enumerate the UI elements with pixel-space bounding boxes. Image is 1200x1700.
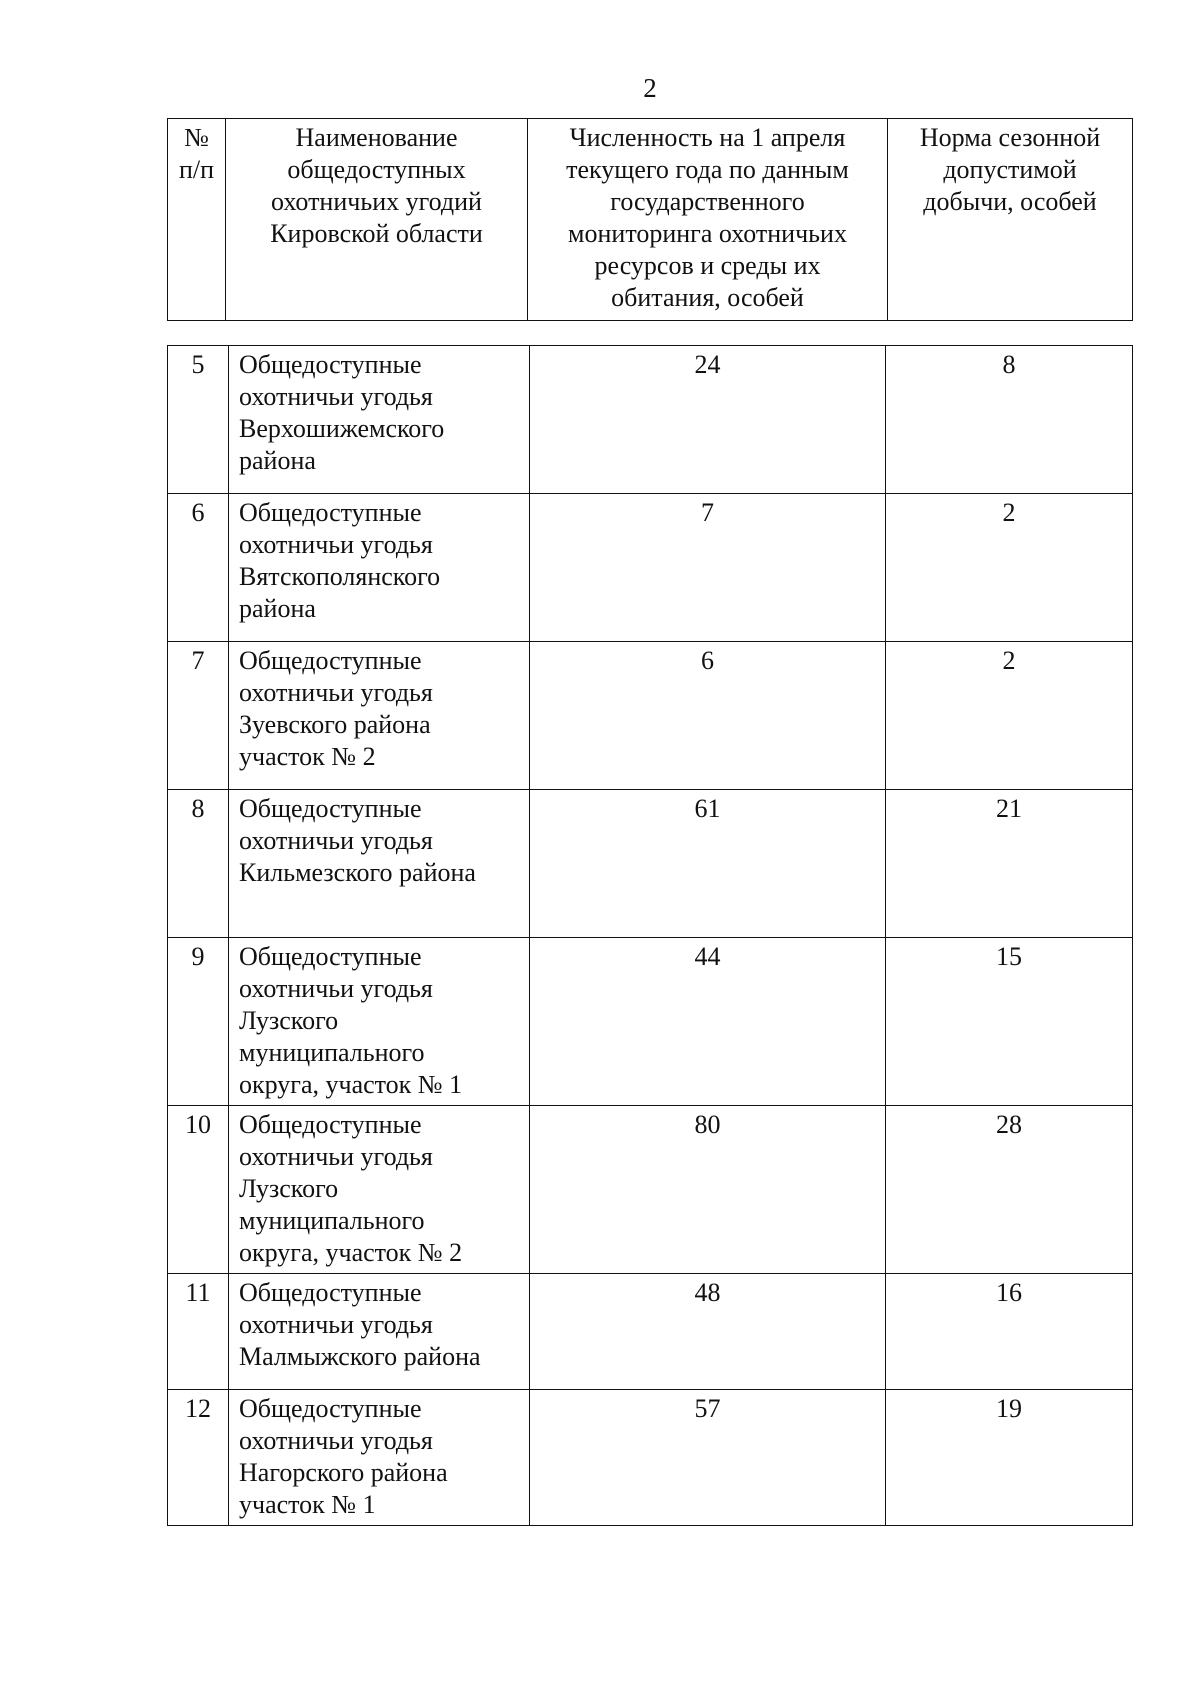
row-number: 8 (168, 790, 229, 938)
table-row (168, 642, 1133, 790)
row-name: Общедоступные охотничьи угодья Лузского муниципального округа, участок № 1 (229, 938, 530, 1106)
row-count: 6 (530, 642, 886, 790)
row-name: Общедоступные охотничьи угодья Кильмезского района (229, 790, 530, 938)
row-norm: 21 (886, 790, 1133, 938)
header-number: № п/п (168, 119, 226, 321)
row-name: Общедоступные охотничьи угодья Вятскополянского района (229, 494, 530, 642)
row-number: 5 (168, 346, 229, 494)
row-name: Общедоступные охотничьи угодья Верхошижемского района (229, 346, 530, 494)
row-count: 44 (530, 938, 886, 1106)
row-count: 7 (530, 494, 886, 642)
row-number: 7 (168, 642, 229, 790)
row-name: Общедоступные охотничьи угодья Нагорского района участок № 1 (229, 1390, 530, 1526)
header-count: Численность на 1 апреля текущего года по данным государственного мониторинга охотничьих ресурсов и среды их обитания, особей (528, 119, 888, 321)
header-name: Наименование общедоступных охотничьих угодий Кировской области (226, 119, 528, 321)
row-norm: 8 (886, 346, 1133, 494)
row-number: 11 (168, 1274, 229, 1390)
row-norm: 2 (886, 642, 1133, 790)
row-number: 9 (168, 938, 229, 1106)
table-row (168, 938, 1133, 1106)
row-number: 10 (168, 1106, 229, 1274)
table-row (168, 494, 1133, 642)
row-count: 57 (530, 1390, 886, 1526)
row-name: Общедоступные охотничьи угодья Зуевского района участок № 2 (229, 642, 530, 790)
table-header (167, 118, 1133, 321)
table-row (168, 346, 1133, 494)
row-count: 61 (530, 790, 886, 938)
row-count: 48 (530, 1274, 886, 1390)
table-row (168, 790, 1133, 938)
header-norm: Норма сезонной допустимой добычи, особей (888, 119, 1133, 321)
data-table (167, 345, 1133, 1526)
row-norm: 15 (886, 938, 1133, 1106)
table-row (168, 1390, 1133, 1526)
row-norm: 16 (886, 1274, 1133, 1390)
row-number: 12 (168, 1390, 229, 1526)
header-row (168, 119, 1133, 321)
row-count: 24 (530, 346, 886, 494)
row-count: 80 (530, 1106, 886, 1274)
row-number: 6 (168, 494, 229, 642)
row-name: Общедоступные охотничьи угодья Лузского муниципального округа, участок № 2 (229, 1106, 530, 1274)
page-number: 2 (643, 73, 657, 103)
row-name: Общедоступные охотничьи угодья Малмыжского района (229, 1274, 530, 1390)
row-norm: 19 (886, 1390, 1133, 1526)
row-norm: 2 (886, 494, 1133, 642)
row-norm: 28 (886, 1106, 1133, 1274)
table-body (168, 346, 1133, 1526)
table-row (168, 1274, 1133, 1390)
table-row (168, 1106, 1133, 1274)
